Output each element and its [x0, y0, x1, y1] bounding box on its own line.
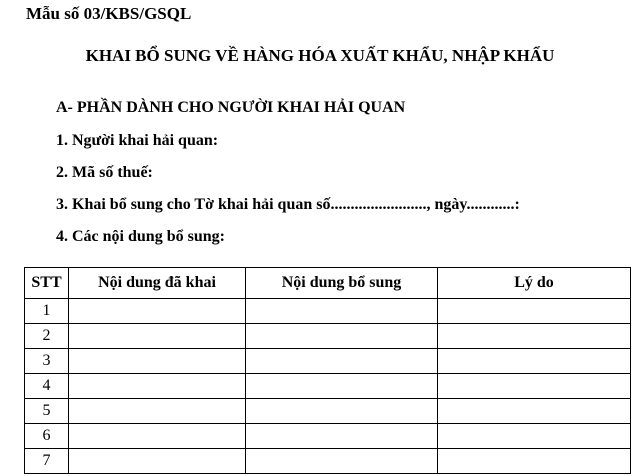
table-row: [25, 349, 631, 374]
document-title: KHAI BỔ SUNG VỀ HÀNG HÓA XUẤT KHẨU, NHẬP KHẨU: [85, 46, 555, 65]
cell-stt: 2: [25, 324, 69, 349]
cell-stt: 7: [25, 449, 69, 474]
field-customs-declarant: 1. Người khai hải quan:: [56, 132, 219, 149]
cell-supplement[interactable]: [246, 374, 438, 399]
cell-reason[interactable]: [438, 349, 631, 374]
cell-reason[interactable]: [438, 299, 631, 324]
table-row: [25, 424, 631, 449]
cell-declared[interactable]: [69, 374, 246, 399]
field-tax-code: 2. Mã số thuế:: [56, 164, 153, 181]
cell-reason[interactable]: [438, 399, 631, 424]
cell-reason[interactable]: [438, 374, 631, 399]
cell-supplement[interactable]: [246, 324, 438, 349]
cell-supplement[interactable]: [246, 349, 438, 374]
table-row: [25, 299, 631, 324]
cell-reason[interactable]: [438, 424, 631, 449]
cell-declared[interactable]: [69, 299, 246, 324]
header-supplement-content: Nội dung bổ sung: [246, 268, 438, 299]
header-declared-content: Nội dung đã khai: [69, 268, 246, 299]
cell-supplement[interactable]: [246, 299, 438, 324]
cell-stt: 6: [25, 424, 69, 449]
cell-declared[interactable]: [69, 449, 246, 474]
cell-supplement[interactable]: [246, 449, 438, 474]
cell-declared[interactable]: [69, 424, 246, 449]
cell-stt: 1: [25, 299, 69, 324]
cell-declared[interactable]: [69, 349, 246, 374]
supplement-table: [24, 267, 631, 474]
field-supplement-contents: 4. Các nội dung bổ sung:: [56, 228, 225, 245]
header-stt: STT: [25, 268, 69, 299]
header-reason: Lý do: [438, 268, 631, 299]
cell-declared[interactable]: [69, 324, 246, 349]
cell-supplement[interactable]: [246, 424, 438, 449]
cell-stt: 5: [25, 399, 69, 424]
table-row: [25, 324, 631, 349]
table-row: [25, 374, 631, 399]
field-declaration-number-date: 3. Khai bổ sung cho Tờ khai hải quan số........................, ngày............:: [56, 196, 520, 213]
cell-supplement[interactable]: [246, 399, 438, 424]
cell-stt: 4: [25, 374, 69, 399]
table-header-row: [25, 268, 631, 299]
cell-stt: 3: [25, 349, 69, 374]
table-row: [25, 399, 631, 424]
form-code: Mẫu số 03/KBS/GSQL: [26, 4, 192, 23]
cell-declared[interactable]: [69, 399, 246, 424]
cell-reason[interactable]: [438, 324, 631, 349]
section-a-heading: A- PHẦN DÀNH CHO NGƯỜI KHAI HẢI QUAN: [56, 99, 406, 116]
table-row: [25, 449, 631, 474]
cell-reason[interactable]: [438, 449, 631, 474]
